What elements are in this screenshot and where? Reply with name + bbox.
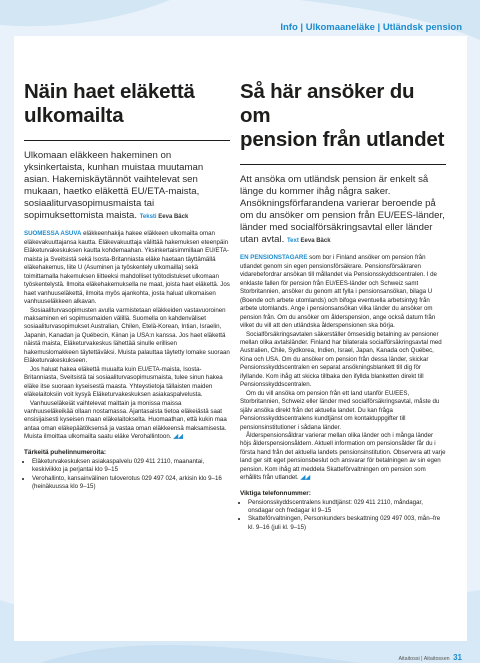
body-paragraph: Sosiaaliturvasopimusten avulla varmistetaan eläkkeiden vastavuoroinen maksaminen eri sopimusmaiden välillä. Suomella on kahdenväliset sosiaaliturvasopimukset Australian, Chilen, Etelä-Korean, Intian, Israelin, Japanin, Kanadan ja Québecin, Kiinan ja USA:n kanssa. Jos haet eläkettä näistä maista, Eläketurvakeskus lähettää sinulle erillisen hakemuslomakkeen täytettäväksi. Muista palauttaa täytetty lomake suoraan Eläketurvakeskukseen. xyxy=(24,306,230,365)
lead-in: SUOMESSA ASUVA xyxy=(24,230,82,238)
swedish-title-line-1: Så här ansöker du om xyxy=(240,80,415,127)
title-divider xyxy=(240,164,446,165)
title-divider xyxy=(24,140,230,141)
swedish-contacts xyxy=(240,490,446,533)
body-paragraph: Vanhuuseläkeiät vaihtelevat maittain ja monissa maissa vanhuuseläkeikää ollaan nostamassa. Ajantasaista tietoa eläkeiästä saat ensisijaisesti kyseisen maan eläkelaitokselta. Huomaathan, että kukin maa antaa oman eläkepäätöksensä ja vastaa oman eläkkeensä maksamisesta. Muista ilmoittaa ulkomailta saatu eläke Verohallintoon. ◢◢ xyxy=(24,399,227,441)
contact-item: • Pensionsskyddscentralens kundtjänst: 029 411 2110, måndagar, onsdagar och fredagar kl 9–15 xyxy=(248,499,446,516)
contacts-list xyxy=(24,458,230,492)
swedish-title-line-2: pension från utlandet xyxy=(240,128,445,151)
section-header: Info | Ulkomaaneläke | Utländsk pension xyxy=(280,22,462,33)
lead-in: EN PENSIONSTAGARE xyxy=(240,254,308,262)
swedish-ingress-text: Att ansöka om utländsk pension är enkelt så länge du kommer ihåg några saker. Ansökningsförfarandena varierar beroende på om du ansöker om pension från EU/EES-länder, länder med socialförsäkringsavtal eller länder utan avtal. xyxy=(240,174,445,245)
article-end-icon: ◢◢ xyxy=(173,433,183,441)
finnish-byline: Teksti Eeva Bäck xyxy=(139,213,189,220)
finnish-ingress-text: Ulkomaan eläkkeen hakeminen on yksinkertaista, kunhan muistaa muutaman asian. Hakemiskäytännöt vaihtelevat sen mukaan, haetko eläkettä EU/ETA-maista, sosiaaliturvasopimusmaista tai sopimuksettomista maista. xyxy=(24,150,204,221)
swedish-byline: Text Eeva Bäck xyxy=(286,237,331,244)
swedish-article xyxy=(240,80,446,532)
contact-item: • Eläketurvakeskuksen asiakaspalvelu 029 411 2110, maanantai, keskiviikko ja perjantai klo 9–15 xyxy=(32,458,230,475)
body-paragraph: SUOMESSA ASUVA eläkkeenhakija hakee eläkkeen ulkomailta oman eläkevakuuttajansa kautta. Eläkevakuuttaja välittää hakemuksen eteenpäin Eläketurvakeskuksen kautta kohdemaahan. Yksinkertaisimmillaan EU/ETA-maista ja Sveitsistä sekä Isosta-Britanniasta eläke haetaan täyttämällä eläkehakemus, liite U (Asuminen ja työskentely ulkomailla) sekä toimittamalla hakemuksen liitteeksi mahdolliset työtodistukset ulkomaan työskentelystä. Ilmoita eläkehakemuksella ne maat, joista haet eläkettä. Jos haet vanhuuseläkettä, ilmoita myös ajankohta, josta haluat ulkomaisen vanhuuseläkkeen alkavan. xyxy=(24,230,230,306)
finnish-title-line-1: Näin haet eläkettä xyxy=(24,80,195,103)
publication-name: Aitaitossi | Aitaitossen xyxy=(398,656,450,662)
body-paragraph: Jos haluat hakea eläkettä muualta kuin EU/ETA-maista, Isosta-Britanniasta, Sveitsistä tai sosiaaliturvasopimusmaista, tulee sinun hakea eläke itse suoraan kyseisestä maasta. Yhteystietoja tällaisten maiden eläkelaitoksiin voit kysyä Eläketurvakeskuksen asiakaspalvelusta. xyxy=(24,365,223,399)
finnish-contacts xyxy=(24,449,230,492)
finnish-title-line-2: ulkomailta xyxy=(24,104,124,127)
page-footer xyxy=(398,653,462,662)
body-paragraph: Om du vill ansöka om pension från ett land utanför EU/EES, Storbritannien, Schweiz eller länder med socialförsäkringsavtal, måste du själv ansöka direkt från det aktuella landet. Du kan fråga Pensionsskyddscentralens kundtjänst om kontaktuppgifter till pensionsinstitutioner i sådana länder. xyxy=(240,389,440,431)
page-number: 31 xyxy=(453,653,462,662)
body-paragraph: Socialförsäkringsavtalen säkerställer ömsesidig betalning av pensioner mellan olika avtalsländer. Finland har bilaterala socialförsäkringsavtal med Australien, Chile, Sydkorea, Indien, Israel, Japan, Kanada och Québec, Kina och USA. Om du ansöker om pension från dessa länder, skickar Pensionsskyddscentralen en separat ansökningsblankett till dig för ifyllande. Kom ihåg att skicka tillbaka den ifyllda blanketten direkt till Pensionsskyddscentralen. xyxy=(240,330,442,389)
contact-item: • Skatteförvaltningen, Personkunders beskattning 029 497 003, mån–fre kl. 9–16 (juli kl. 9–15) xyxy=(248,515,446,532)
body-paragraph: EN PENSIONSTAGARE som bor i Finland ansöker om pension från utlandet genom sin egen pensionsförsäkrare. Pensionsförsäkraren vidarebefordrar ansökan till mållandet via Pensionsskyddscentralen. I de enklaste fallen för pension från EU/EES-länder och Schweiz samt Storbritannien, ansöker du genom att fylla i pensionsansökan, bilaga U (Boende och arbete utomlands) och bifoga eventuella arbetsintyg från arbete utomlands. Ange i pensionsansökan vilka länder du ansöker om pension från. Om du ansöker om ålderspension, ange också datum från vilket du vill att den utländska ålderspensionen ska börja. xyxy=(240,254,437,330)
swedish-title xyxy=(240,80,446,152)
contact-item: • Verohallinto, kansainvälinen tuloverotus 029 497 024, arkisin klo 9–16 (heinäkuussa klo 9–15) xyxy=(32,475,230,492)
finnish-title xyxy=(24,80,230,128)
body-paragraph: Ålderspensionsåldrar varierar mellan olika länder och i många länder höjs ålderspensionsåldern. Aktuell information om pensionsålder får du i första hand från det aktuella landets pensionsinstitution. Observera att varje land ger sitt eget pensionsbeslut och ansvarar för betalningen av sin egen pension. Kom ihåg att meddela Skatteförvaltningen om pension som erhållits från utlandet. ◢◢ xyxy=(240,431,446,482)
swedish-body xyxy=(240,254,446,482)
finnish-article xyxy=(24,80,230,491)
finnish-body xyxy=(24,230,230,441)
article-end-icon: ◢◢ xyxy=(300,474,311,482)
finnish-ingress xyxy=(24,150,230,223)
swedish-ingress xyxy=(240,174,446,247)
contacts-list xyxy=(240,499,446,533)
contacts-title: Tärkeitä puhelinnumeroita: xyxy=(24,448,107,456)
contacts-title: Viktiga telefonnummer: xyxy=(240,489,311,497)
